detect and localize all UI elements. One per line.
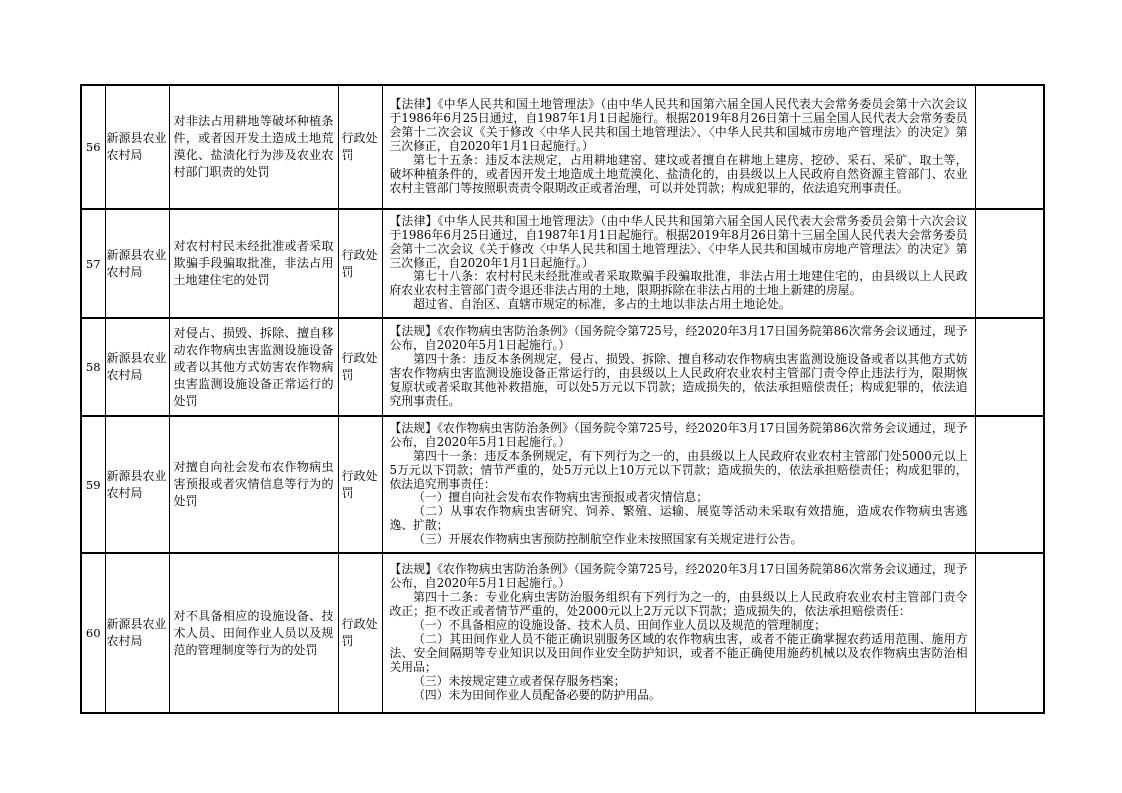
legal-basis-cell <box>382 209 975 318</box>
penalty-type-cell: 行政处罚 <box>338 85 382 209</box>
legal-basis-cell <box>382 318 975 416</box>
table-row <box>81 416 1044 553</box>
penalty-items-table <box>80 84 1045 714</box>
penalty-type-cell: 行政处罚 <box>338 318 382 416</box>
legal-basis-cell <box>382 85 975 209</box>
row-number: 58 <box>81 318 105 416</box>
legal-basis-paragraph: 第四十一条：违反本条例规定，有下列行为之一的，由县级以上人民政府农业农村主管部门处5000元以上5万元以下罚款；情节严重的，处5万元以上10万元以下罚款；造成损失的，依法承担赔偿责任；构成犯罪的，依法追究刑事责任： <box>389 448 968 491</box>
empty-cell <box>975 85 1044 209</box>
penalty-item-cell: 对农村村民未经批准或者采取欺骗手段骗取批准，非法占用土地建住宅的处罚 <box>169 209 338 318</box>
row-number: 56 <box>81 85 105 209</box>
department-cell: 新源县农业农村局 <box>105 209 169 318</box>
table-row <box>81 85 1044 209</box>
department-cell: 新源县农业农村局 <box>105 416 169 553</box>
department-cell: 新源县农业农村局 <box>105 553 169 713</box>
penalty-item-cell: 对侵占、损毁、拆除、擅自移动农作物病虫害监测设施设备或者以其他方式妨害农作物病虫害监测设施设备正常运行的处罚 <box>169 318 338 416</box>
empty-cell <box>975 416 1044 553</box>
penalty-item-cell: 对不具备相应的设施设备、技术人员、田间作业人员以及规范的管理制度等行为的处罚 <box>169 553 338 713</box>
penalty-type-cell: 行政处罚 <box>338 416 382 553</box>
penalty-item-cell: 对擅自向社会发布农作物病虫害预报或者灾情信息等行为的处罚 <box>169 416 338 553</box>
legal-basis-paragraph: 【法律】《中华人民共和国土地管理法》（由中华人民共和国第六届全国人民代表大会常务委员会第十六次会议于1986年6月25日通过，自1987年1月1日起施行。根据2019年8月26日第十三届全国人民代表大会常务委员会第十二次会议《关于修改〈中华人民共和国土地管理法〉、〈中华人民共和国城市房地产管理法〉的决定》第三次修正，自2020年1月1日起施行。） <box>389 213 968 270</box>
legal-basis-paragraph: 【法规】《农作物病虫害防治条例》（国务院令第725号，经2020年3月17日国务院第86次常务会议通过，现予公布，自2020年5月1日起施行。） <box>389 562 968 591</box>
empty-cell <box>975 318 1044 416</box>
legal-basis-paragraph: 第四十二条：专业化病虫害防治服务组织有下列行为之一的，由县级以上人民政府农业农村主管部门责令改正；拒不改正或者情节严重的，处2000元以上2万元以下罚款；造成损失的，依法承担赔偿责任： <box>389 590 968 619</box>
legal-basis-paragraph: 【法律】《中华人民共和国土地管理法》（由中华人民共和国第六届全国人民代表大会常务委员会第十六次会议于1986年6月25日通过，自1987年1月1日起施行。根据2019年8月26日第十三届全国人民代表大会常务委员会第十二次会议《关于修改〈中华人民共和国土地管理法〉、〈中华人民共和国城市房地产管理法〉的决定》第三次修正，自2020年1月1日起施行。） <box>389 97 968 154</box>
legal-basis-paragraph: 超过省、自治区、直辖市规定的标准，多占的土地以非法占用土地论处。 <box>413 297 791 312</box>
legal-basis-paragraph: （四）未为田间作业人员配备必要的防护用品。 <box>413 687 661 702</box>
table-row <box>81 209 1044 318</box>
empty-cell <box>975 209 1044 318</box>
legal-basis-paragraph: （一）不具备相应的设施设备、技术人员、田间作业人员以及规范的管理制度； <box>413 618 826 633</box>
legal-basis-paragraph: （三）未按规定建立或者保存服务档案； <box>413 673 626 688</box>
row-number: 60 <box>81 553 105 713</box>
penalty-type-cell: 行政处罚 <box>338 553 382 713</box>
legal-basis-paragraph: （二）从事农作物病虫害研究、饲养、繁殖、运输、展览等活动未采取有效措施，造成农作物病虫害逃逸、扩散； <box>389 504 968 533</box>
legal-basis-cell <box>382 553 975 713</box>
legal-basis-paragraph: （三）开展农作物病虫害预防控制航空作业未按照国家有关规定进行公告。 <box>413 532 803 547</box>
legal-basis-paragraph: 【法规】《农作物病虫害防治条例》（国务院令第725号，经2020年3月17日国务院第86次常务会议通过，现予公布，自2020年5月1日起施行。） <box>389 324 968 353</box>
legal-basis-paragraph: （一）擅自向社会发布农作物病虫害预报或者灾情信息； <box>413 490 709 505</box>
department-cell: 新源县农业农村局 <box>105 85 169 209</box>
row-number: 57 <box>81 209 105 318</box>
legal-basis-cell <box>382 416 975 553</box>
penalty-type-cell: 行政处罚 <box>338 209 382 318</box>
legal-basis-paragraph: （二）其田间作业人员不能正确识别服务区域的农作物病虫害，或者不能正确掌握农药适用范围、施用方法、安全间隔期等专业知识以及田间作业安全防护知识，或者不能正确使用施药机械以及农作物病虫害防治相关用品； <box>389 632 968 674</box>
row-number: 59 <box>81 416 105 553</box>
penalty-item-cell: 对非法占用耕地等破坏种植条件，或者因开发土造成土地荒漠化、盐渍化行为涉及农业农村部门职责的处罚 <box>169 85 338 209</box>
table-row <box>81 318 1044 416</box>
department-cell: 新源县农业农村局 <box>105 318 169 416</box>
empty-cell <box>975 553 1044 713</box>
legal-basis-paragraph: 【法规】《农作物病虫害防治条例》（国务院令第725号，经2020年3月17日国务院第86次常务会议通过，现予公布，自2020年5月1日起施行。） <box>389 420 968 449</box>
legal-basis-paragraph: 第四十条：违反本条例规定，侵占、损毁、拆除、擅自移动农作物病虫害监测设施设备或者以其他方式妨害农作物病虫害监测设施设备正常运行的，由县级以上人民政府农业农村主管部门责令停止违法行为，限期恢复原状或者采取其他补救措施，可以处5万元以下罚款；造成损失的，依法承担赔偿责任；构成犯罪的，依法追究刑事责任。 <box>389 352 968 408</box>
legal-basis-paragraph: 第七十五条：违反本法规定，占用耕地建窑、建坟或者擅自在耕地上建房、挖砂、采石、采矿、取土等，破坏种植条件的，或者因开发土地造成土地荒漠化、盐渍化的，由县级以上人民政府自然资源主管部门、农业农村主管部门等按照职责责令限期改正或者治理，可以并处罚款；构成犯罪的，依法追究刑事责任。 <box>389 152 968 195</box>
table-row <box>81 553 1044 713</box>
legal-basis-paragraph: 第七十八条：农村村民未经批准或者采取欺骗手段骗取批准，非法占用土地建住宅的，由县级以上人民政府农业农村主管部门责令退还非法占用的土地，限期拆除在非法占用的土地上新建的房屋。 <box>389 269 968 298</box>
